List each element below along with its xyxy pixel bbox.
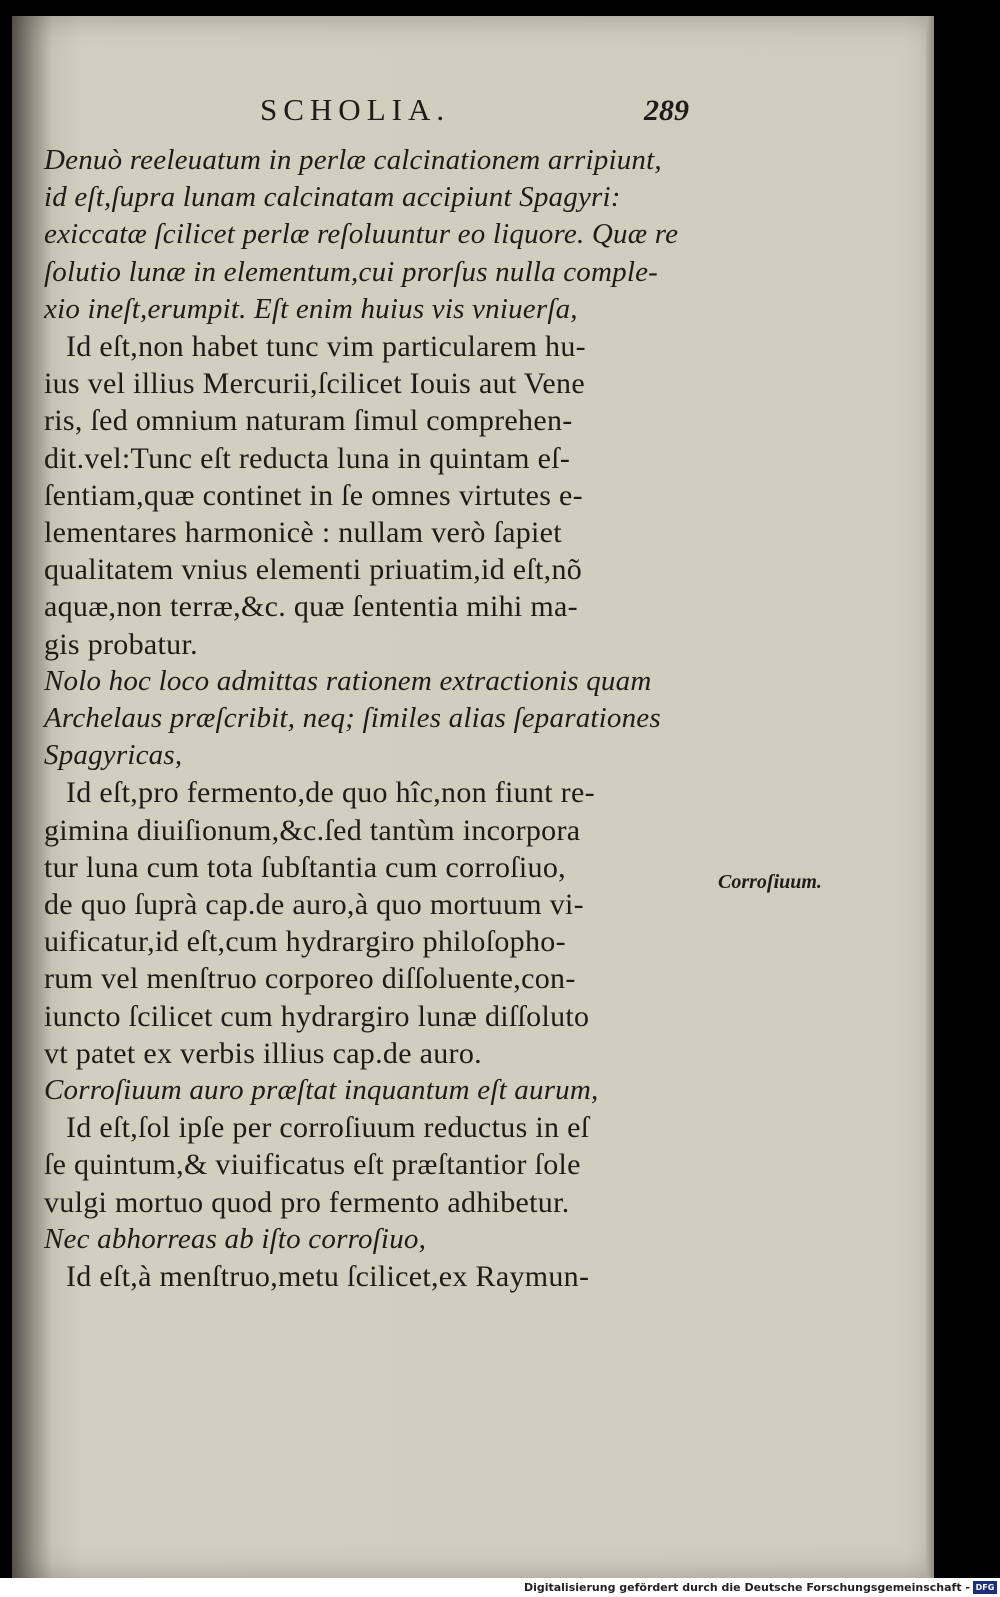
running-title: SCHOLIA.: [260, 92, 451, 127]
margin-note: Corroſiuum.: [718, 871, 822, 893]
text-line: ſolutio lunæ in elementum,cui prorſus nulla comple-: [44, 255, 659, 288]
text-line: Id eſt,ſol ipſe per corroſiuum reductus in eſ: [66, 1111, 590, 1145]
text-line: ſe quintum,& viuificatus eſt præſtantior ſole: [44, 1148, 581, 1182]
text-line: Id eſt,pro fermento,de quo hîc,non fiunt re-: [66, 776, 595, 810]
dfg-logo: DFG: [973, 1581, 997, 1594]
text-line: vt patet ex verbis illius cap.de auro.: [44, 1036, 482, 1070]
text-line: uificatur,id eſt,cum hydrargiro philoſopho-: [44, 925, 566, 959]
text-line: iuncto ſcilicet cum hydrargiro lunæ diſſoluto: [44, 999, 590, 1033]
text-line: dit.vel:Tunc eſt reducta luna in quintam eſ-: [44, 441, 571, 475]
text-line: tur luna cum tota ſubſtantia cum corroſiuo,: [44, 850, 566, 884]
text-line: exiccatæ ſcilicet perlæ reſoluuntur eo liquore. Quæ re: [44, 218, 679, 251]
footer-text: Digitalisierung gefördert durch die Deutsche Forschungsgemeinschaft -: [523, 1581, 970, 1594]
text-line: gimina diuiſionum,&c.ſed tantùm incorpora: [44, 813, 581, 847]
text-line: ris, ſed omnium naturam ſimul comprehen-: [44, 404, 573, 438]
text-line: aquæ,non terræ,&c. quæ ſententia mihi ma-: [44, 590, 578, 624]
text-line: lementares harmonicè : nullam verò ſapiet: [44, 516, 562, 549]
text-line: Nec abhorreas ab iſto corroſiuo,: [44, 1222, 427, 1255]
text-line: Id eſt,non habet tunc vim particularem hu-: [66, 330, 586, 363]
text-line: id eſt,ſupra lunam calcinatam accipiunt Spagyri:: [44, 181, 621, 214]
text-line: xio ineſt,erumpit. Eſt enim huius vis vniuerſa,: [44, 292, 578, 325]
text-line: gis probatur.: [44, 627, 198, 661]
text-line: de quo ſuprà cap.de auro,à quo mortuum vi-: [44, 888, 584, 921]
digitization-footer: [0, 1578, 1000, 1597]
text-line: Archelaus præſcribit, neq; ſimiles alias ſeparationes: [44, 702, 661, 734]
text-line: Spagyricas,: [44, 739, 183, 772]
page-number: 289: [644, 94, 689, 127]
text-line: ſentiam,quæ continet in ſe omnes virtutes e-: [44, 478, 583, 512]
text-line: qualitatem vnius elementi priuatim,id eſt,nõ: [44, 553, 583, 587]
text-line: Nolo hoc loco admittas rationem extractionis quam: [44, 664, 652, 697]
text-line: vulgi mortuo quod pro fermento adhibetur.: [44, 1185, 570, 1219]
book-page: [12, 16, 934, 1578]
text-line: rum vel menſtruo corporeo diſſoluente,con-: [44, 962, 576, 996]
text-line: Id eſt,à menſtruo,metu ſcilicet,ex Raymun-: [66, 1260, 590, 1293]
text-line: ius vel illius Mercurii,ſcilicet Iouis aut Vene: [44, 367, 585, 401]
text-line: Denuò reeleuatum in perlæ calcinationem arripiunt,: [44, 144, 662, 176]
text-line: Corroſiuum auro præſtat inquantum eſt aurum,: [44, 1074, 599, 1106]
